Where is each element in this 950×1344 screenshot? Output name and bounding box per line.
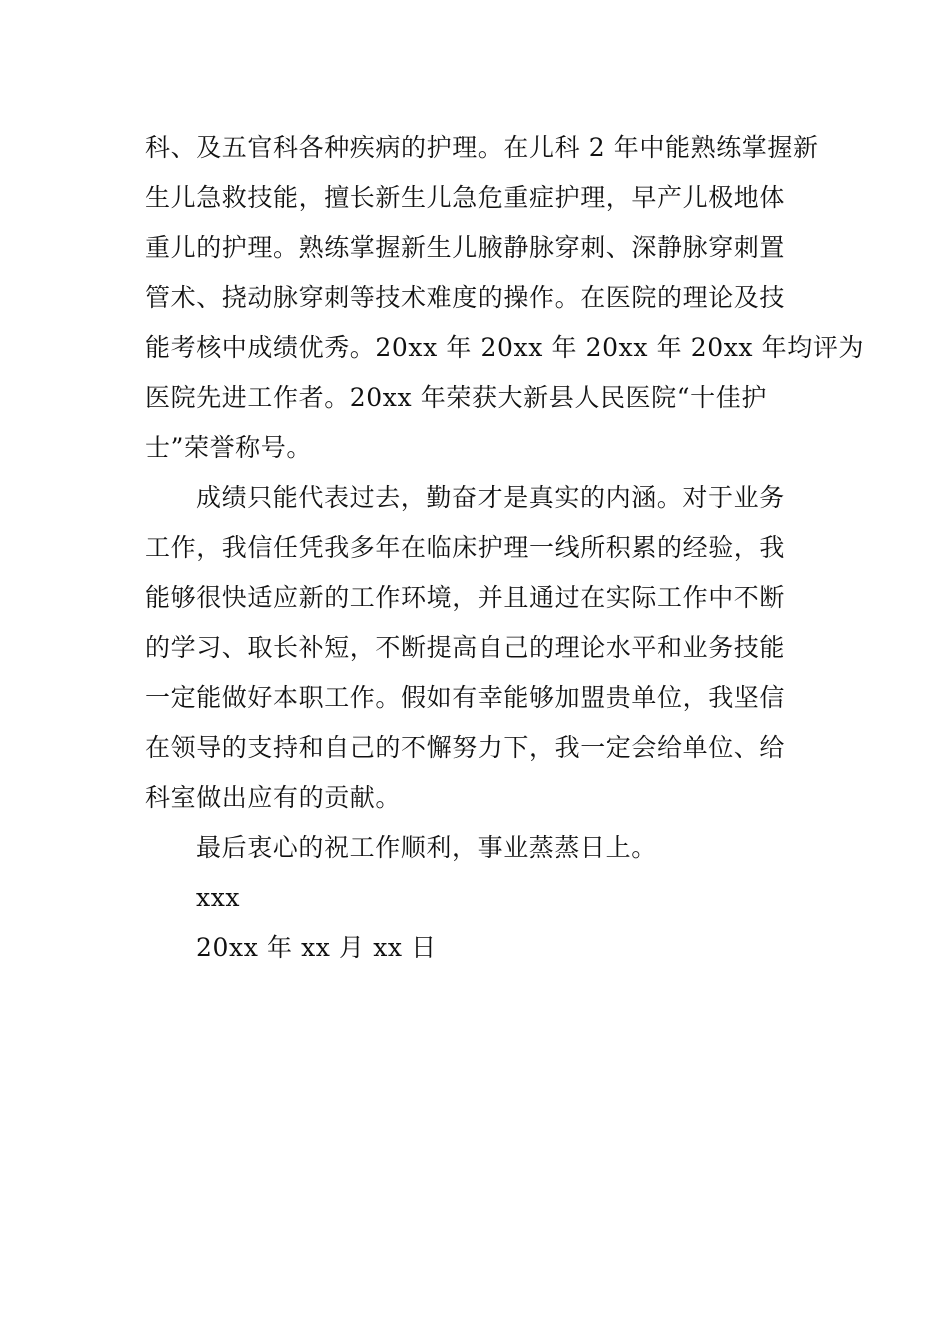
paragraph-2-line-2: 工作，我信任凭我多年在临床护理一线所积累的经验，我 — [145, 533, 786, 562]
paragraph-1-line-7: 士”荣誉称号。 — [145, 433, 312, 462]
paragraph-1-line-4: 管术、挠动脉穿刺等技术难度的操作。在医院的理论及技 — [145, 283, 786, 312]
closing-line: 最后衷心的祝工作顺利，事业蒸蒸日上。 — [196, 833, 657, 862]
signature: xxx — [196, 883, 241, 912]
paragraph-1-line-1: 科、及五官科各种疾病的护理。在儿科 2 年中能熟练掌握新 — [145, 133, 819, 162]
paragraph-1-line-5: 能考核中成绩优秀。20xx 年 20xx 年 20xx 年 20xx 年均评为 — [145, 333, 865, 362]
paragraph-1-line-3: 重儿的护理。熟练掌握新生儿腋静脉穿刺、深静脉穿刺置 — [145, 233, 786, 262]
paragraph-2-line-5: 一定能做好本职工作。假如有幸能够加盟贵单位，我坚信 — [145, 683, 786, 712]
date-line: 20xx 年 xx 月 xx 日 — [196, 933, 437, 962]
paragraph-1-line-2: 生儿急救技能，擅长新生儿急危重症护理，早产儿极地体 — [145, 183, 786, 212]
paragraph-2-line-1: 成绩只能代表过去，勤奋才是真实的内涵。对于业务 — [196, 483, 785, 512]
paragraph-2-line-3: 能够很快适应新的工作环境，并且通过在实际工作中不断 — [145, 583, 786, 612]
paragraph-2-line-4: 的学习、取长补短，不断提高自己的理论水平和业务技能 — [145, 633, 786, 662]
paragraph-2-line-6: 在领导的支持和自己的不懈努力下，我一定会给单位、给 — [145, 733, 786, 762]
paragraph-2-line-7: 科室做出应有的贡献。 — [145, 783, 402, 812]
paragraph-1-line-6: 医院先进工作者。20xx 年荣获大新县人民医院“十佳护 — [145, 383, 767, 412]
